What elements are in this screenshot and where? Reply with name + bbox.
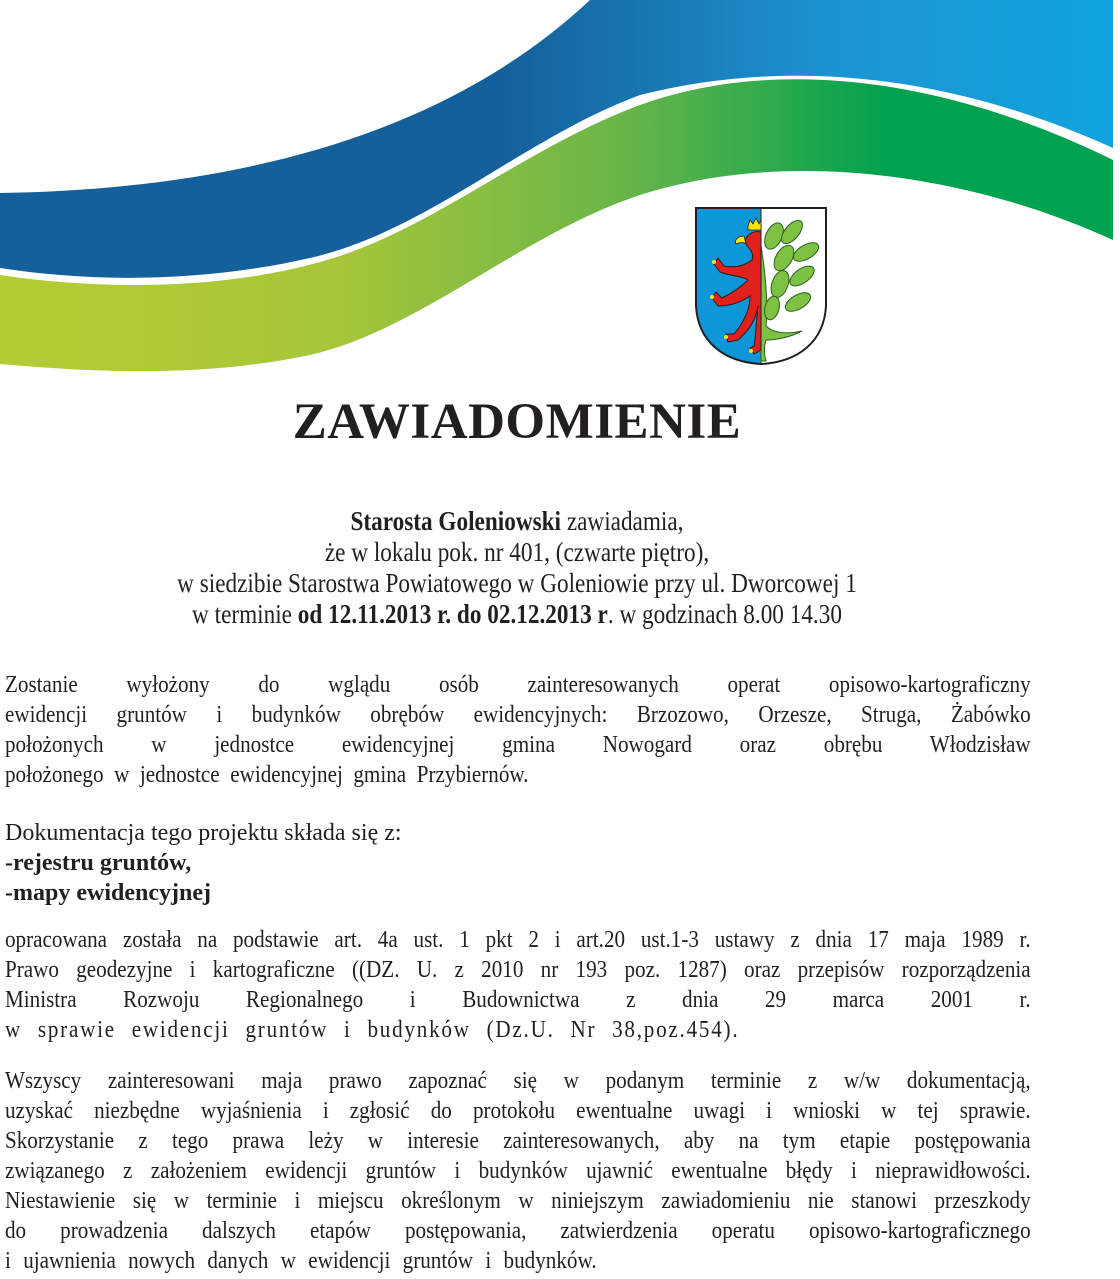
- paragraph-line: i ujawnienia nowych danych w ewidencji gruntów i budynków.: [5, 1248, 597, 1274]
- intro-line-1: [72, 506, 961, 537]
- paragraph-line: uzyskać niezbędne wyjaśnienia i zgłosić do protokołu ewentualne uwagi i wnioski w tej sprawie.: [5, 1098, 1031, 1124]
- paragraph-line: do prowadzenia dalszych etapów postępowania, zatwierdzenia operatu opisowo-kartograficznego: [5, 1218, 1031, 1244]
- issuer: Starosta Goleniowski: [350, 506, 562, 536]
- intro-line-2: że w lokalu pok. nr 401, (czwarte piętro),: [324, 537, 710, 567]
- paragraph-line: Ministra Rozwoju Regionalnego i Budownictwa z dnia 29 marca 2001 r.: [5, 987, 1031, 1013]
- paragraph-rights: [5, 1066, 1031, 1276]
- intro-line-4: [72, 599, 961, 630]
- paragraph-line: związanego z założeniem ewidencji gruntów i budynków ujawnić ewentualne błędy i nieprawidłowości.: [5, 1158, 1031, 1184]
- paragraph-line: Zostanie wyłożony do wglądu osób zainteresowanych operat opisowo-kartograficzny: [5, 672, 1031, 698]
- paragraph-line: położonego w jednostce ewidencyjnej gmina Przybiernów.: [5, 762, 529, 788]
- paragraph-line: Niestawienie się w terminie i miejscu określonym w niniejszym zawiadomieniu nie stanowi przeszkody: [5, 1188, 1031, 1214]
- intro-block: [0, 506, 1034, 630]
- paragraph-line: położonych w jednostce ewidencyjnej gmina Nowogard oraz obrębu Włodzisław: [5, 732, 1031, 758]
- documentation-list: [5, 818, 1031, 908]
- paragraph-line: Wszyscy zainteresowani maja prawo zapoznać się w podanym terminie z w/w dokumentacją,: [5, 1068, 1031, 1094]
- intro-line-1-rest: zawiadamia,: [561, 506, 684, 536]
- date-range: od 12.11.2013 r. do 02.12.2013 r: [297, 599, 608, 629]
- paragraph-line: w sprawie ewidencji gruntów i budynków (Dz.U. Nr 38,poz.454).: [5, 1017, 740, 1043]
- documentation-item: -rejestru gruntów,: [5, 850, 192, 876]
- documentation-intro: Dokumentacja tego projektu składa się z:: [5, 820, 402, 846]
- paragraph-line: Prawo geodezyjne i kartograficzne ((DZ. U. z 2010 nr 193 poz. 1287) oraz przepisów rozporządzenia: [5, 957, 1031, 983]
- page-title: ZAWIADOMIENIE: [292, 394, 742, 450]
- paragraph-line: Skorzystanie z tego prawa leży w interesie zainteresowanych, aby na tym etapie postępowania: [5, 1128, 1031, 1154]
- intro-line-4-rest: . w godzinach 8.00 14.30: [607, 599, 842, 629]
- paragraph-line: ewidencji gruntów i budynków obrębów ewidencyjnych: Brzozowo, Orzesze, Struga, Żabówko: [5, 702, 1031, 728]
- intro-line-4-a: w terminie: [192, 599, 298, 629]
- paragraph-line: opracowana została na podstawie art. 4a ust. 1 pkt 2 i art.20 ust.1-3 ustawy z dnia 17 maja 1989 r.: [5, 927, 1031, 953]
- documentation-item: -mapy ewidencyjnej: [5, 880, 211, 906]
- paragraph-exposure: [5, 670, 1031, 790]
- wave-banner: [0, 0, 1120, 380]
- coat-of-arms-icon: [694, 206, 828, 366]
- paragraph-legal-basis: [5, 925, 1031, 1045]
- intro-line-3: w siedzibie Starostwa Powiatowego w Goleniowie przy ul. Dworcowej 1: [177, 568, 857, 598]
